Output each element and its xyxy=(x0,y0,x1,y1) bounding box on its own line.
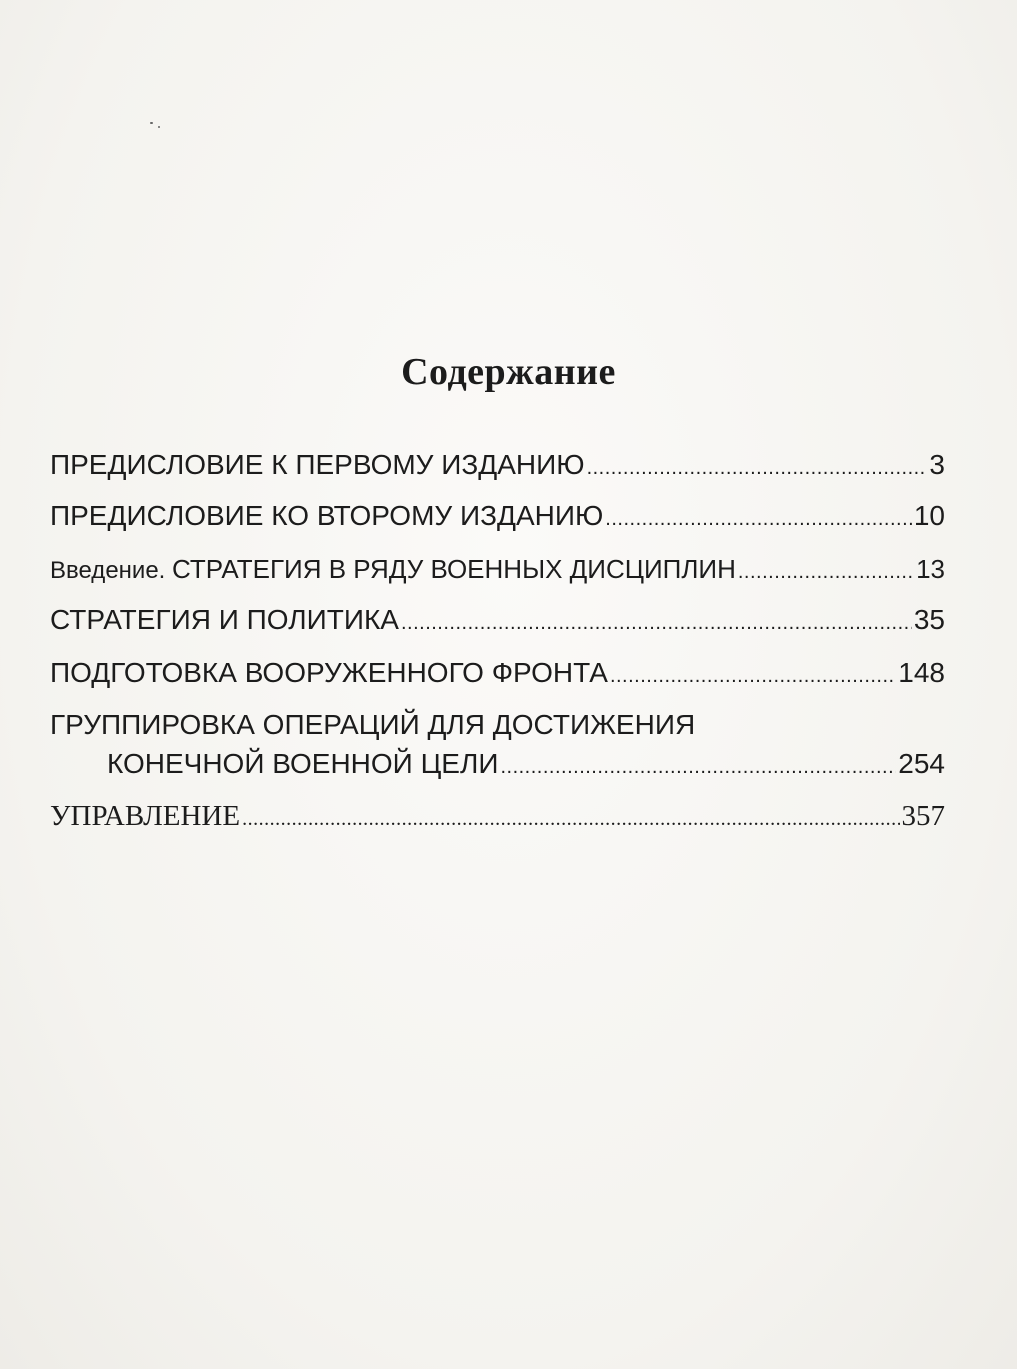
toc-entry-label: ПРЕДИСЛОВИЕ К ПЕРВОМУ ИЗДАНИЮ xyxy=(50,449,585,480)
toc-entry-page: 148 xyxy=(898,657,945,688)
toc-entry-management xyxy=(50,798,945,837)
toc-entry-label: ПРЕДИСЛОВИЕ КО ВТОРОМУ ИЗДАНИЮ xyxy=(50,500,604,531)
toc-entry-preface-second xyxy=(50,498,945,537)
toc-leader-dots xyxy=(610,655,896,694)
toc-entry-page: 357 xyxy=(901,800,945,832)
toc-leader-dots xyxy=(500,746,896,785)
toc-title: Содержание xyxy=(401,351,616,393)
toc-entry-prefix: Введение. xyxy=(50,557,173,584)
toc-entry-label: ПОДГОТОВКА ВООРУЖЕННОГО ФРОНТА xyxy=(50,657,608,688)
toc-entry-page: 10 xyxy=(913,500,945,531)
toc-entry-label: УПРАВЛЕНИЕ xyxy=(50,800,241,832)
toc-leader-dots xyxy=(605,498,912,537)
toc-entry-page: 13 xyxy=(916,554,945,584)
toc-leader-dots xyxy=(738,551,914,590)
ink-speck xyxy=(150,122,153,124)
toc-entry-title: СТРАТЕГИЯ В РЯДУ ВОЕННЫХ ДИСЦИПЛИН xyxy=(172,554,736,584)
toc-leader-dots xyxy=(242,798,899,837)
toc-entry-page: 3 xyxy=(929,449,945,480)
toc-entry-introduction xyxy=(50,551,945,590)
toc-entry-label: КОНЕЧНОЙ ВОЕННОЙ ЦЕЛИ xyxy=(107,748,499,779)
toc-entry-strategy-politics xyxy=(50,602,945,641)
toc-entry-operations xyxy=(50,746,945,785)
toc-entry-operations-line1: ГРУППИРОВКА ОПЕРАЦИЙ ДЛЯ ДОСТИЖЕНИЯ xyxy=(50,709,696,740)
ink-speck xyxy=(158,126,160,128)
toc-entry-label: СТРАТЕГИЯ И ПОЛИТИКА xyxy=(50,604,399,635)
toc-entry-page: 254 xyxy=(898,748,945,779)
toc-entry-label xyxy=(50,551,736,589)
toc-leader-dots xyxy=(587,447,928,486)
toc-entry-preface-first xyxy=(50,447,945,486)
toc-entry-armed-front xyxy=(50,655,945,694)
toc-entry-page: 35 xyxy=(913,604,945,635)
toc-leader-dots xyxy=(401,602,912,641)
